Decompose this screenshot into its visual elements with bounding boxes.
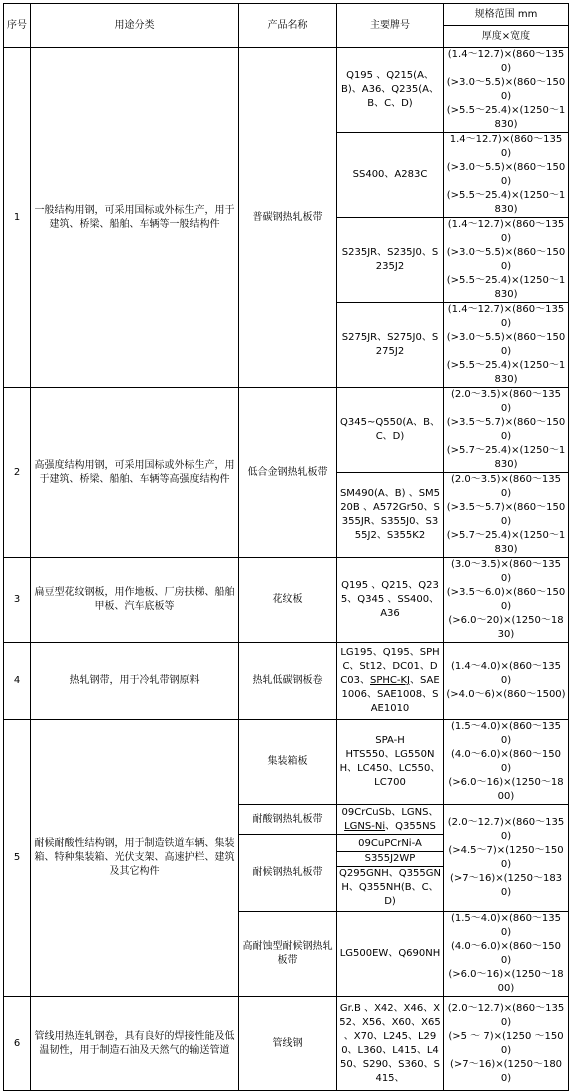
row-grades — [337, 835, 444, 912]
row-grades: S275JR、S275J0、S275J2 — [337, 303, 444, 388]
row-product: 集装箱板 — [239, 720, 337, 805]
header-seq: 序号 — [4, 4, 31, 48]
row-seq: 1 — [4, 48, 31, 388]
product-spec-table — [3, 3, 569, 1091]
row-grades: SS400、A283C — [337, 133, 444, 218]
grades-text: 、SAE1006、SAE1008、SAE1010 — [341, 675, 440, 714]
row-product: 热轧低碳钢板卷 — [239, 643, 337, 720]
table-row — [4, 997, 569, 1091]
row-product: 高耐蚀型耐候钢热轧板带 — [239, 912, 337, 997]
row-seq: 3 — [4, 558, 31, 643]
row-grades: LG500EW、Q690NH — [337, 912, 444, 997]
header-usage: 用途分类 — [31, 4, 239, 48]
row-spec: 1.4～12.7)×(860～1350) (>3.0～5.5)×(860～1500) (>5.5～25.4)×(1250～1830) — [444, 133, 569, 218]
row-spec: (1.4～12.7)×(860～1350) (>3.0～5.5)×(860～1500) (>5.5～25.4)×(1250～1830) — [444, 48, 569, 133]
row-grades — [337, 643, 444, 720]
table-row — [4, 558, 569, 643]
row-usage: 一般结构用钢，可采用国标或外标生产，用于建筑、桥梁、船舶、车辆等一般结构件 — [31, 48, 239, 388]
row-usage: 管线用热连轧钢卷，具有良好的焊接性能及低温韧性，用于制造石油及天然气的输送管道 — [31, 997, 239, 1091]
table-row — [4, 48, 569, 133]
row-seq: 6 — [4, 997, 31, 1091]
row-seq: 4 — [4, 643, 31, 720]
grades-underlined: SPHC-KJ — [370, 675, 410, 686]
row-product: 耐候钢热轧板带 — [239, 835, 337, 912]
header-spec: 规格范围 mm — [444, 4, 569, 26]
table-row — [4, 643, 569, 720]
row-usage: 热轧钢带，用于冷轧带钢原料 — [31, 643, 239, 720]
row-spec: (2.0～3.5)×(860～1350) (>3.5～5.7)×(860～1500) (>5.7～25.4)×(1250～1830) — [444, 473, 569, 558]
grades-text: 09CrCuSb、LGNS、 — [341, 806, 439, 818]
row-grades: Q195 、Q215(A、B)、A36、Q235(A、B、C、D) — [337, 48, 444, 133]
row-spec-shared: (2.0～12.7)×(860～1350) (>4.5～7)×(1250～1500) (>7～16)×(1250～1830) — [444, 805, 569, 912]
row-grades: Gr.B 、X42、X46、X52、X56、X60、X65 、X70、L245、L290、L360、L415、L450、S290、S360、S415、 — [337, 997, 444, 1091]
row-product: 低合金钢热轧板带 — [239, 388, 337, 558]
row-product: 管线钢 — [239, 997, 337, 1091]
row-grades: S235JR、S235J0、S235J2 — [337, 218, 444, 303]
row-seq: 5 — [4, 720, 31, 997]
row-product: 耐酸钢热轧板带 — [239, 805, 337, 835]
row-product: 普碳钢热轧板带 — [239, 48, 337, 388]
grades-line: Q295GNH、Q355GNH、Q355NH(B、C、D) — [339, 868, 441, 907]
header-grades: 主要牌号 — [337, 4, 444, 48]
row-spec: (1.5～4.0)×(860～1350) (4.0～6.0)×(860～1500) (>6.0～16)×(1250～1800) — [444, 912, 569, 997]
row-grades — [337, 805, 444, 835]
grades-text: LG195、Q195、SPHC、St12、DC01、DC03、 — [340, 647, 440, 686]
row-spec: (3.0～3.5)×(860～1350) (>3.5～6.0)×(860～1500) (>6.0～20)×(1250～1830) — [444, 558, 569, 643]
row-grades: Q345~Q550(A、B、C、D) — [337, 388, 444, 473]
row-spec: (1.4～12.7)×(860～1350) (>3.0～5.5)×(860～1500) (>5.5～25.4)×(1250～1830) — [444, 303, 569, 388]
row-usage: 耐候耐酸性结构钢，用于制造铁道车辆、集装箱、特种集装箱、光伏支架、高速护栏、建筑及其它构件 — [31, 720, 239, 997]
row-grades: SPA-H HTS550、LG550NH、LC450、LC550、LC700 — [337, 720, 444, 805]
table-row — [4, 388, 569, 473]
row-grades: Q195 、Q215、Q235、Q345 、SS400、A36 — [337, 558, 444, 643]
grades-text: 、Q355NS — [385, 820, 436, 832]
header-spec-sub: 厚度×宽度 — [444, 26, 569, 48]
row-spec: (2.0～3.5)×(860～1350) (>3.5～5.7)×(860～1500) (>5.7～25.4)×(1250～1830) — [444, 388, 569, 473]
row-product: 花纹板 — [239, 558, 337, 643]
row-spec: (2.0～12.7)×(860～1350) (>5 ～ 7)×(1250 ～1500) (>7～16)×(1250～1800) — [444, 997, 569, 1091]
header-product: 产品名称 — [239, 4, 337, 48]
row-usage: 高强度结构用钢，可采用国标或外标生产，用于建筑、桥梁、船舶、车辆等高强度结构件 — [31, 388, 239, 558]
row-spec: (1.5～4.0)×(860～1350) (4.0～6.0)×(860～1500) (>6.0～16)×(1250～1800) — [444, 720, 569, 805]
row-usage: 扁豆型花纹钢板，用作地板、厂房扶梯、船舶甲板、汽车底板等 — [31, 558, 239, 643]
grades-underlined: LGNS-Ni — [344, 820, 386, 832]
row-seq: 2 — [4, 388, 31, 558]
row-grades: SM490(A、B) 、SM520B 、A572Gr50、S355JR、S355J0、S355J2、S355K2 — [337, 473, 444, 558]
row-spec: (1.4～4.0)×(860～1350) (>4.0～6)×(860～1500) — [444, 643, 569, 720]
table-row — [4, 720, 569, 805]
header-row — [4, 4, 569, 26]
grades-line: S355J2WP — [337, 852, 443, 867]
row-spec: (1.4～12.7)×(860～1350) (>3.0～5.5)×(860～1500) (>5.5～25.4)×(1250～1830) — [444, 218, 569, 303]
grades-line: 09CuPCrNi-A — [337, 837, 443, 852]
